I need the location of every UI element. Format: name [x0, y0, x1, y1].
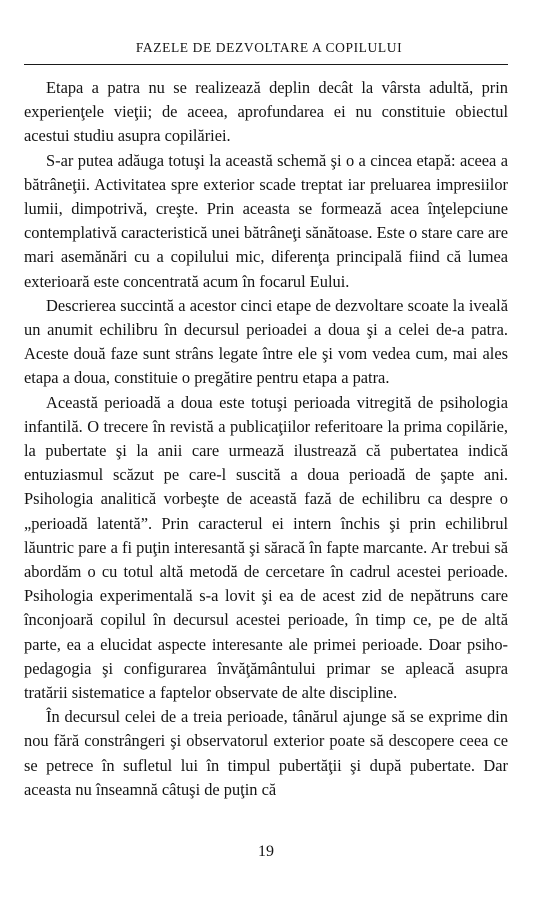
- paragraph: S-ar putea adăuga totuşi la această schemă şi o a cincea etapă: aceea a bătrâneţii. Activitatea spre exterior scade treptat iar preluarea impresiilor lumii, dimpotrivă, creşte. Prin aceasta se formează acea înţelepciune contemplativă caracteristică unei bătrâneţi sănătoase. Este o stare care are mari asemănări cu a copilului mic, diferenţa principală fiind că lumea exterioară este concentrată acum în focarul Eului.: [24, 150, 508, 291]
- page-number: 19: [258, 843, 274, 860]
- running-head: FAZELE DE DEZVOLTARE A COPILULUI: [135, 40, 403, 55]
- body-text: [24, 76, 508, 802]
- header-rule: [24, 64, 508, 65]
- paragraph: În decursul celei de a treia perioade, tânărul ajunge să se exprime din nou fără constrângeri şi observatorul exterior poate să descopere ceea ce se petrece în sufletul lui în timpul pubertăţii şi după pubertate. Dar aceasta nu înseamnă câtuşi de puţin că: [24, 707, 508, 799]
- paragraph: Această perioadă a doua este totuşi perioada vitregită de psihologia infantilă. O trecere în revistă a publicaţiilor referitoare la prima copilărie, la pubertate şi la anii care urmează ilustrează că pubertatea indică entuziasmul scăzut pe care-l suscită a doua perioadă de şapte ani. Psihologia analitică vorbeşte de această fază de echilibru ca despre o „perioadă latentă”. Prin caracterul ei intern închis şi prin echilibrul lăuntric pare a fi puţin interesantă şi săracă în fapte marcante. Ar trebui să abordăm o cu totul altă metodă de cercetare în cadrul acestei perioade. Psihologia experimentală s-a lovit şi ea de acest zid de nepătruns care înconjoară copilul în decursul acestei perioade, în timp ce, pe de altă parte, ea a elucidat aspecte interesante ale primei perioade. Doar psiho-pedagogia şi configurarea învăţământului primar se apleacă asupra tratării sistematice a faptelor observate de alte discipline.: [24, 392, 508, 703]
- paragraph: Etapa a patra nu se realizează deplin decât la vârsta adultă, prin experienţele vieţii; de aceea, aprofundarea ei nu constituie obiectul acestui studiu asupra copilăriei.: [24, 78, 508, 146]
- paragraph: Descrierea succintă a acestor cinci etape de dezvoltare scoate la iveală un anumit echilibru în decursul perioadei a doua şi a celei de-a patra. Aceste două faze sunt strâns legate între ele şi vom vedea cum, mai ales etapa a doua, constituie o pregătire pentru etapa a patra.: [24, 295, 508, 388]
- book-page: [24, 38, 508, 878]
